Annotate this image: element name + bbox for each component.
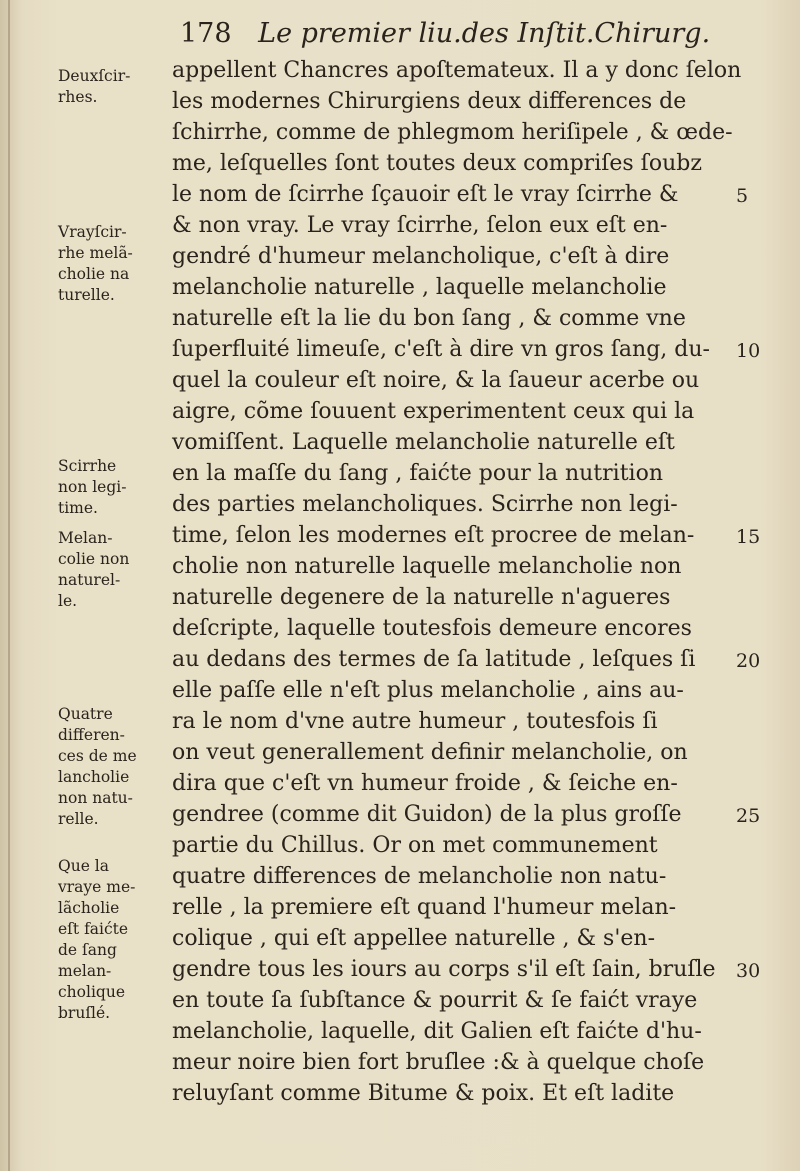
- body-line: time, ſelon les modernes eſt procree de melan-: [172, 523, 695, 548]
- body-line: gendree (comme dit Guidon) de la plus groſſe: [172, 802, 682, 827]
- margin-note-vraye-melancholie: [58, 856, 168, 1024]
- body-line: appellent Chancres apoſtemateux. Il a y donc ſelon: [172, 58, 742, 83]
- body-line: quel la couleur eſt noire, & la ſaueur acerbe ou: [172, 368, 700, 393]
- body-line: en la maſſe du ſang , faićte pour la nutrition: [172, 461, 663, 486]
- margin-note-line: colie non: [58, 550, 130, 568]
- line-number: 20: [736, 650, 761, 672]
- page-number: 178: [180, 18, 232, 49]
- body-line: aigre, cõme ſouuent experimentent ceux qui la: [172, 399, 695, 424]
- body-line: reluyſant comme Bitume & poix. Et eſt ladite: [172, 1081, 675, 1106]
- body-line: naturelle degenere de la naturelle n'agueres: [172, 585, 671, 610]
- line-number: 15: [736, 526, 761, 548]
- margin-note-line: lãcholie: [58, 899, 120, 917]
- margin-note-melancolie-non-naturelle: [58, 528, 168, 612]
- line-number: 25: [736, 805, 761, 827]
- running-title: Le premier liu.des Inſtit.Chirurg.: [258, 18, 711, 49]
- body-line: vomiſſent. Laquelle melancholie naturelle eſt: [172, 430, 675, 455]
- margin-note-line: eſt faićte: [58, 920, 129, 938]
- body-line: meur noire bien fort bruſlee :& à quelque choſe: [172, 1050, 705, 1075]
- body-line: gendré d'humeur melancholique, c'eſt à dire: [172, 244, 670, 269]
- line-number: 5: [736, 185, 749, 207]
- margin-note-line: rhes.: [58, 88, 98, 106]
- margin-note-line: lancholie: [58, 768, 130, 786]
- margin-note-line: non natu-: [58, 789, 133, 807]
- body-line: deſcripte, laquelle toutesfois demeure encores: [172, 616, 692, 641]
- margin-note-line: Vrayſcir-: [58, 223, 127, 241]
- body-line: & non vray. Le vray ſcirrhe, ſelon eux eſt en-: [172, 213, 668, 238]
- margin-note-line: Quatre: [58, 705, 113, 723]
- margin-note-line: cholique: [58, 983, 125, 1001]
- margin-note-line: ces de me: [58, 747, 137, 765]
- body-line: cholie non naturelle laquelle melancholie non: [172, 554, 682, 579]
- margin-note-vray-scirrhe: [58, 222, 168, 306]
- line-number: 30: [736, 960, 761, 982]
- body-line: en toute ſa ſubſtance & pourrit & ſe faićt vraye: [172, 988, 698, 1013]
- body-line: quatre differences de melancholie non natu-: [172, 864, 667, 889]
- margin-note-line: Scirrhe: [58, 457, 117, 475]
- margin-note-deux-scirrhes: [58, 66, 168, 108]
- margin-note-line: Que la: [58, 857, 109, 875]
- body-line: relle , la premiere eſt quand l'humeur melan-: [172, 895, 677, 920]
- body-line: naturelle eſt la lie du bon ſang , & comme vne: [172, 306, 686, 331]
- margin-note-line: melan-: [58, 962, 112, 980]
- line-number: 10: [736, 340, 761, 362]
- margin-note-line: relle.: [58, 810, 99, 828]
- gutter-line: [8, 0, 10, 1171]
- body-line: on veut generallement definir melancholie, on: [172, 740, 688, 765]
- margin-note-line: rhe melã-: [58, 244, 133, 262]
- body-line: partie du Chillus. Or on met communement: [172, 833, 658, 858]
- body-line: ſuperfluité limeuſe, c'eſt à dire vn gros ſang, du-: [172, 337, 710, 362]
- body-line: des parties melancholiques. Scirrhe non legi-: [172, 492, 678, 517]
- body-line: melancholie, laquelle, dit Galien eſt faićte d'hu-: [172, 1019, 702, 1044]
- margin-note-scirrhe-non-legitime: [58, 456, 168, 519]
- body-line: le nom de ſcirrhe ſçauoir eſt le vray ſcirrhe &: [172, 182, 679, 207]
- body-line: me, leſquelles ſont toutes deux compriſes ſoubz: [172, 151, 702, 176]
- body-line: elle paſſe elle n'eſt plus melancholie , ains au-: [172, 678, 684, 703]
- margin-note-line: bruſlé.: [58, 1004, 111, 1022]
- body-line: ra le nom d'vne autre humeur , toutesfois ſi: [172, 709, 658, 734]
- running-header: [180, 18, 711, 52]
- margin-note-line: differen-: [58, 726, 125, 744]
- body-line: melancholie naturelle , laquelle melancholie: [172, 275, 667, 300]
- margin-note-line: non legi-: [58, 478, 127, 496]
- margin-note-line: Deuxſcir-: [58, 67, 131, 85]
- body-line: dira que c'eſt vn humeur froide , & ſeiche en-: [172, 771, 678, 796]
- body-line: ſchirrhe, comme de phlegmom heriſipele , & œde-: [172, 120, 733, 145]
- margin-note-line: vraye me-: [58, 878, 136, 896]
- margin-note-line: le.: [58, 592, 78, 610]
- margin-note-line: Melan-: [58, 529, 113, 547]
- body-line: au dedans des termes de ſa latitude , leſques ſi: [172, 647, 696, 672]
- body-line: les modernes Chirurgiens deux differences de: [172, 89, 687, 114]
- margin-note-line: de ſang: [58, 941, 117, 959]
- margin-note-line: naturel-: [58, 571, 121, 589]
- margin-note-line: turelle.: [58, 286, 115, 304]
- margin-note-line: cholie na: [58, 265, 130, 283]
- margin-note-line: time.: [58, 499, 98, 517]
- body-line: gendre tous les iours au corps s'il eſt ſain, bruſle: [172, 957, 716, 982]
- body-line: colique , qui eſt appellee naturelle , & s'en-: [172, 926, 656, 951]
- margin-note-quatre-differences: [58, 704, 168, 830]
